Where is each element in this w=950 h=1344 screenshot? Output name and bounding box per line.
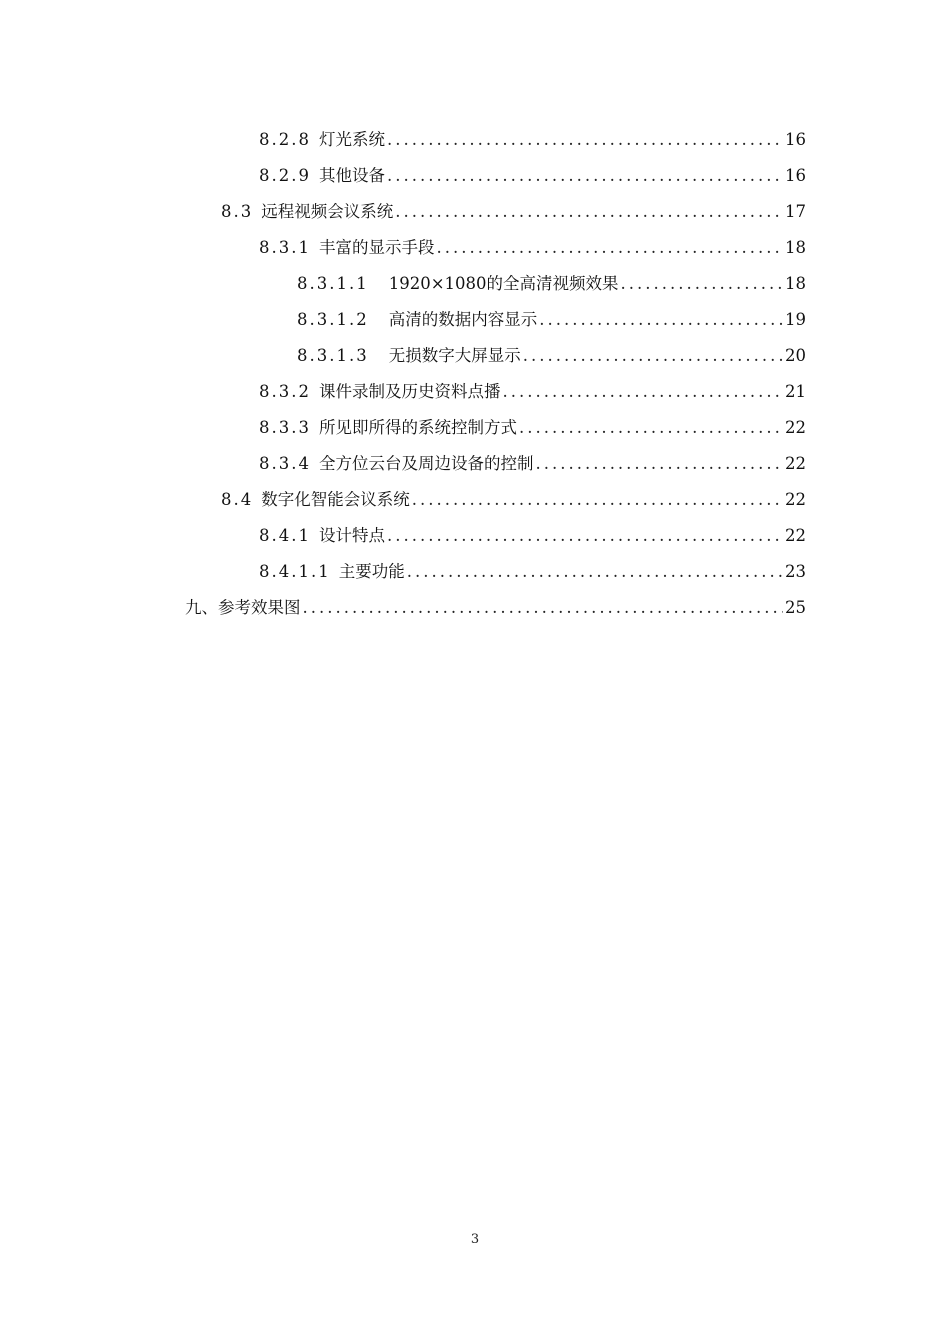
dot-leader (412, 482, 783, 518)
toc-entry[interactable] (0, 554, 950, 590)
dot-leader (395, 194, 783, 230)
toc-entry-page: 21 (785, 382, 806, 401)
toc-entry-page: 16 (785, 130, 806, 149)
toc-entry-page: 25 (785, 598, 806, 617)
toc-entry-number: 8.4 (221, 490, 254, 509)
toc-entry[interactable] (0, 122, 950, 158)
toc-entry-page: 20 (785, 346, 806, 365)
toc-entry-number: 8.3.1.1 (297, 274, 369, 293)
toc-entry-page: 18 (785, 238, 806, 257)
dot-leader (387, 518, 783, 554)
dot-leader (407, 554, 783, 590)
toc-entry-page: 18 (785, 274, 806, 293)
toc-entry-number: 8.2.8 (259, 130, 311, 149)
dot-leader (436, 230, 783, 266)
toc-entry-title: 丰富的显示手段 (318, 238, 435, 257)
toc-entry[interactable] (0, 374, 950, 410)
dot-leader (303, 590, 784, 626)
toc-entry-page: 23 (785, 562, 806, 581)
dot-leader (621, 266, 783, 302)
toc-entry-title: 数字化智能会议系统 (261, 490, 410, 509)
toc-entry-title: 所见即所得的系统控制方式 (318, 418, 517, 437)
toc-entry-number: 8.4.1.1 (259, 562, 331, 581)
toc-entry[interactable] (0, 446, 950, 482)
table-of-contents (0, 122, 950, 626)
dot-leader (502, 374, 783, 410)
toc-entry-number: 8.3.1 (259, 238, 311, 257)
toc-entry-title: 高清的数据内容显示 (388, 310, 538, 329)
toc-entry[interactable] (0, 590, 950, 626)
toc-entry-number: 8.4.1 (259, 526, 311, 545)
toc-entry-title: 九、参考效果图 (185, 598, 301, 617)
toc-entry[interactable] (0, 302, 950, 338)
toc-entry-page: 22 (785, 418, 806, 437)
dot-leader (535, 446, 783, 482)
toc-entry-title: 无损数字大屏显示 (388, 346, 521, 365)
toc-entry-number: 8.3.1.3 (297, 346, 369, 365)
dot-leader (539, 302, 783, 338)
toc-entry[interactable] (0, 338, 950, 374)
page-number: 3 (470, 1232, 480, 1247)
toc-entry-title: 其他设备 (318, 166, 385, 185)
toc-entry[interactable] (0, 158, 950, 194)
toc-entry-title: 设计特点 (318, 526, 385, 545)
dot-leader (519, 410, 783, 446)
toc-entry-title: 灯光系统 (318, 130, 385, 149)
toc-entry-number: 8.3.1.2 (297, 310, 369, 329)
toc-entry-page: 16 (785, 166, 806, 185)
toc-entry-title: 1920×1080的全高清视频效果 (388, 274, 619, 293)
toc-entry[interactable] (0, 230, 950, 266)
toc-entry[interactable] (0, 482, 950, 518)
toc-entry-page: 22 (785, 490, 806, 509)
toc-entry-number: 8.3.3 (259, 418, 311, 437)
toc-entry-title: 课件录制及历史资料点播 (318, 382, 501, 401)
dot-leader (523, 338, 783, 374)
toc-entry-number: 8.3 (221, 202, 254, 221)
toc-entry-title: 主要功能 (338, 562, 405, 581)
toc-entry-number: 8.3.2 (259, 382, 311, 401)
toc-entry-number: 8.2.9 (259, 166, 311, 185)
toc-entry-page: 17 (785, 202, 806, 221)
toc-entry[interactable] (0, 266, 950, 302)
toc-entry-page: 19 (785, 310, 806, 329)
toc-entry-title: 全方位云台及周边设备的控制 (318, 454, 534, 473)
dot-leader (387, 122, 783, 158)
toc-entry[interactable] (0, 518, 950, 554)
toc-entry[interactable] (0, 194, 950, 230)
toc-entry-number: 8.3.4 (259, 454, 311, 473)
toc-entry-title: 远程视频会议系统 (261, 202, 394, 221)
toc-entry-page: 22 (785, 526, 806, 545)
dot-leader (387, 158, 783, 194)
toc-entry-page: 22 (785, 454, 806, 473)
toc-entry[interactable] (0, 410, 950, 446)
